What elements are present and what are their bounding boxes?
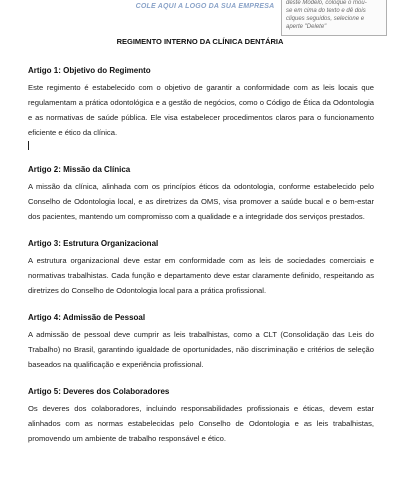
article-text: A admissão de pessoal deve cumprir as leis trabalhistas, como a CLT (Consolidação das Leis do Trabalho) no Brasil, garantindo igualdade de oportunidades, não discriminação e critérios de seleção baseados na qualificação e experiência profissional. [28,330,374,369]
article-2 [28,163,374,224]
article-heading: Artigo 4: Admissão de Pessoal [28,313,146,322]
article-text: Este regimento é estabelecido com o objetivo de garantir a conformidade com as leis locais que regulamentam a prática odontológica e a gestão de negócios, como o Código de Ética da Odontologia e as normativas de saúde pública. Ele visa estabelecer procedimentos claros para o funcionamento eficiente e ético da clínica. [28,83,374,137]
article-3 [28,237,374,298]
instruction-note-line: se em cima do texto e dê dois [286,8,366,14]
instruction-note-box[interactable] [281,0,387,36]
article-text: A estrutura organizacional deve estar em conformidade com as leis de sociedades comerciais e normativas trabalhistas. Cada função e departamento deve estar claramente definido, respeitando as diretrizes do Conselho de Odontologia local para a prática profissional. [28,256,374,295]
article-heading: Artigo 2: Missão da Clínica [28,165,131,174]
document-title: REGIMENTO INTERNO DA CLÍNICA DENTÁRIA [116,37,284,46]
article-text: Os deveres dos colaboradores, incluindo responsabilidades profissionais e éticas, devem estar alinhados com as normas estabelecidas pelo Conselho de Odontologia e as leis trabalhistas, promovendo um ambiente de trabalho responsável e ético. [28,404,374,443]
document-body[interactable] [28,64,374,459]
article-text: A missão da clínica, alinhada com os princípios éticos da odontologia, conforme estabelecido pelo Conselho de Odontologia local, e as diretrizes da OMS, visa promover a saúde bucal e o bem-estar dos pacientes, mantendo um compromisso com a qualidade e a integridade dos serviços prestados. [28,182,374,221]
instruction-note-line: aperte "Delete" [286,24,327,30]
text-cursor [28,141,29,150]
article-heading: Artigo 3: Estrutura Organizacional [28,239,159,248]
article-heading: Artigo 5: Deveres dos Colaboradores [28,387,170,396]
article-4 [28,311,374,372]
article-heading: Artigo 1: Objetivo do Regimento [28,66,151,75]
article-1 [28,64,374,150]
instruction-note-line: cliques seguidos, selecione e [286,16,365,22]
article-5 [28,385,374,446]
logo-placeholder[interactable]: COLE AQUI A LOGO DA SUA EMPRESA [135,3,275,10]
instruction-note-line: deste Modelo, coloque o mou- [286,0,367,6]
